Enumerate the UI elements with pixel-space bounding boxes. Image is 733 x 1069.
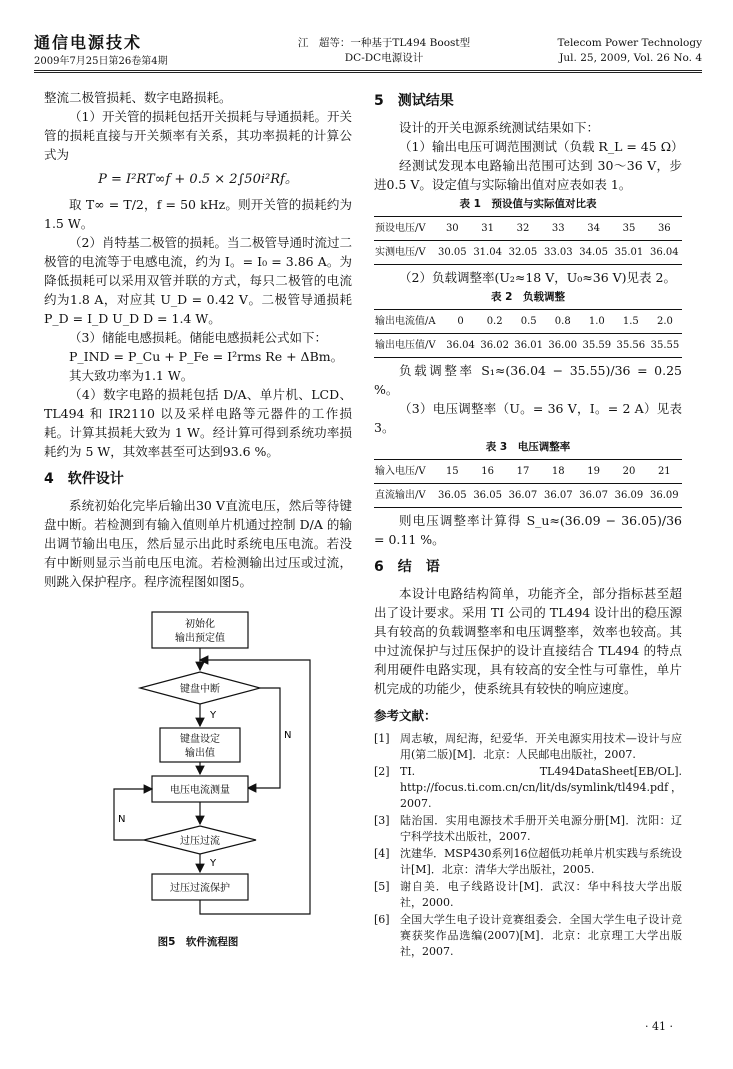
table-cell: 34.05 <box>576 241 611 265</box>
paragraph: 设计的开关电源系统测试结果如下： <box>399 120 600 135</box>
table-cell: 18 <box>541 460 576 484</box>
paragraph: （4）数字电路的损耗包括 D/A、单片机、LCD、TL494 和 IR2110 以及采样电路等元器件的工作损耗。计算其损耗大致为 1 W。经计算可得到系统功率损耗约为 5 W，其效率甚至可达到93.6 %。 <box>44 387 352 459</box>
paragraph: （2）肖特基二极管的损耗。当二极管导通时流过二极管的电流等于电感电流，约为 I。= I₀ = 3.86 A。为降低损耗可以采用双管并联的方式，每只二极管的电流约为1.8 A，对应其 U_D = 0.42 V。二极管导通损耗 P_D = I_D U_D D = 1.4 W。 <box>44 235 352 326</box>
table-cell: 36.05 <box>470 484 505 508</box>
table-row <box>374 241 682 265</box>
table-cell: 36.09 <box>647 484 682 508</box>
header-article-info <box>284 36 484 66</box>
table-2-caption: 表 2 负载调整 <box>491 291 565 303</box>
reference-item: [6] 全国大学生电子设计竞赛组委会．全国大学生电子设计竞赛获奖作品选编(2007)[M]．北京：北京理工大学出版社，2007. <box>374 913 682 958</box>
figure-caption: 图5 软件流程图 <box>157 936 239 948</box>
table-1 <box>374 216 682 265</box>
table-cell: 直流输出/V <box>374 484 435 508</box>
paragraph: （2）负载调整率(U₂≈18 V，U₀≈36 V)见表 2。 <box>399 270 676 285</box>
section-heading-4: 4 软件设计 <box>44 471 124 487</box>
right-column <box>374 88 682 961</box>
table-cell: 36.07 <box>505 484 540 508</box>
flow-no-label-2: N <box>118 814 126 825</box>
paragraph: 系统初始化完毕后输出30 V直流电压，然后等待键盘中断。若检测到有输入值则单片机通过控制 D/A 的输出调节输出电压，然后显示出此时系统电压电流。若没有中断则显示当前电压电流。若检测输出过压或过流，则跳入保护程序。程序流程图如图5。 <box>44 498 352 589</box>
header-english <box>558 36 702 66</box>
header-rule <box>34 70 702 71</box>
issue-info: 2009年7月25日第26卷第4期 <box>34 56 168 67</box>
table-cell: 1.5 <box>614 310 648 334</box>
table-cell: 0.8 <box>546 310 580 334</box>
table-cell: 36.09 <box>611 484 646 508</box>
table-cell: 31.04 <box>470 241 505 265</box>
flow-ovoc-text: 过压过流 <box>180 836 220 847</box>
section-heading-6: 6 结 语 <box>374 559 440 575</box>
flow-kb-set-text-2: 输出值 <box>185 748 215 759</box>
flow-init-text-2: 输出预定值 <box>175 633 225 644</box>
flow-init-text-1: 初始化 <box>185 619 215 630</box>
paragraph: 本设计电路结构简单，功能齐全，部分指标甚至超出了设计要求。采用 TI 公司的 TL494 设计出的稳压源具有较高的负载调整率和电压调整率，效率也较高。其中过流保护与过压保护的设计直接结合 TL494 的特点利用硬件电路实现，具有较高的安全性与可靠性，单片机完成的功能少，使系统具有较快的响应速度。 <box>374 586 682 696</box>
table-cell: 35.56 <box>614 334 648 358</box>
table-cell: 31 <box>470 217 505 241</box>
table-cell: 20 <box>611 460 646 484</box>
table-cell: 32 <box>505 217 540 241</box>
flow-yes-label: Y <box>210 710 217 721</box>
table-3 <box>374 459 682 508</box>
left-column <box>44 88 352 591</box>
table-row <box>374 334 682 358</box>
paragraph: 整流二极管损耗、数字电路损耗。 <box>44 90 232 105</box>
table-cell: 输入电压/V <box>374 460 435 484</box>
flow-kb-set-text-1: 键盘设定 <box>180 734 220 745</box>
table-row <box>374 217 682 241</box>
reference-item: [1] 周志敏，周纪海，纪爱华．开关电源实用技术—设计与应用(第二版)[M]．北京：人民邮电出版社，2007. <box>374 732 682 761</box>
formula-inductor-loss: P_IND = P_Cu + P_Fe = I²rms Re + ΔBm。 <box>69 349 344 364</box>
table-cell: 1.0 <box>580 310 614 334</box>
flow-measure-text: 电压电流测量 <box>170 785 230 796</box>
table-row <box>374 310 682 334</box>
references-title: 参考文献： <box>374 708 437 723</box>
table-1-caption: 表 1 预设值与实际值对比表 <box>459 198 597 210</box>
table-cell: 输出电压值/V <box>374 334 444 358</box>
table-cell: 16 <box>470 460 505 484</box>
table-cell: 36.05 <box>435 484 470 508</box>
page-number: · 41 · <box>645 1020 673 1033</box>
table-cell: 0.5 <box>512 310 546 334</box>
reference-item: [4] 沈建华．MSP430系列16位超低功耗单片机实践与系统设计[M]．北京：清华大学出版社，2005. <box>374 847 682 876</box>
table-cell: 36 <box>647 217 682 241</box>
section-heading-5: 5 测试结果 <box>374 93 454 109</box>
paragraph: 其大致功率为1.1 W。 <box>69 368 194 383</box>
header-title-line1: 一种基于TL494 Boost型 <box>350 37 471 49</box>
table-cell: 33 <box>541 217 576 241</box>
table-cell: 30 <box>435 217 470 241</box>
header-rule-2 <box>34 72 702 73</box>
table-cell: 36.07 <box>541 484 576 508</box>
reference-item: [3] 陆治国．实用电源技术手册开关电源分册[M]．沈阳：辽宁科学技术出版社，2007. <box>374 814 682 843</box>
table-cell: 33.03 <box>541 241 576 265</box>
paragraph: （3）储能电感损耗。储能电感损耗公式如下： <box>69 330 327 345</box>
table-cell: 35 <box>611 217 646 241</box>
table-cell: 36.01 <box>512 334 546 358</box>
flow-yes-label-2: Y <box>210 858 217 869</box>
table-cell: 输出电流值/A <box>374 310 444 334</box>
reference-item: [5] 谢自美．电子线路设计[M]．武汉：华中科技大学出版社，2000. <box>374 880 682 909</box>
table-cell: 32.05 <box>505 241 540 265</box>
header-title-line2: DC-DC电源设计 <box>344 52 424 64</box>
flow-no-label: N <box>284 730 292 741</box>
paragraph: （1）开关管的损耗包括开关损耗与导通损耗。开关管的损耗直接与开关频率有关系，其功率损耗的计算公式为 <box>44 109 352 162</box>
table-cell: 35.01 <box>611 241 646 265</box>
table-cell: 21 <box>647 460 682 484</box>
table-cell: 30.05 <box>435 241 470 265</box>
table-row <box>374 484 682 508</box>
table-cell: 预设电压/V <box>374 217 435 241</box>
table-cell: 0 <box>444 310 478 334</box>
table-cell: 36.04 <box>647 241 682 265</box>
paragraph: （3）电压调整率（U。= 36 V，I。= 2 A）见表 3。 <box>374 401 682 435</box>
flow-kb-interrupt-text: 键盘中断 <box>180 684 220 695</box>
table-cell: 36.07 <box>576 484 611 508</box>
paragraph: 则电压调整率计算得 S_u≈(36.09 − 36.05)/36 = 0.11 %。 <box>374 513 682 547</box>
paragraph: （1）输出电压可调范围测试（负载 R_L = 45 Ω） <box>399 139 684 154</box>
table-cell: 0.2 <box>478 310 512 334</box>
journal-name: 通信电源技术 <box>34 33 143 52</box>
table-3-caption: 表 3 电压调整率 <box>485 441 571 453</box>
table-cell: 2.0 <box>648 310 682 334</box>
en-journal: Telecom Power Technology <box>557 37 702 49</box>
en-issue: Jul. 25, 2009, Vol. 26 No. 4 <box>559 52 702 64</box>
references-list <box>374 731 682 960</box>
table-cell: 17 <box>505 460 540 484</box>
flow-protect-text: 过压过流保护 <box>170 883 230 894</box>
table-row <box>374 460 682 484</box>
table-cell: 36.02 <box>478 334 512 358</box>
paragraph: 经测试发现本电路输出范围可达到 30～36 V，步进0.5 V。设定值与实际输出值对应表如表 1。 <box>374 158 682 192</box>
table-cell: 实测电压/V <box>374 241 435 265</box>
table-cell: 36.00 <box>546 334 580 358</box>
table-cell: 19 <box>576 460 611 484</box>
table-cell: 35.59 <box>580 334 614 358</box>
header-authors: 江 超等： <box>297 37 351 49</box>
table-2 <box>374 309 682 358</box>
running-header <box>34 30 702 70</box>
paragraph: 负载调整率 S₁≈(36.04 − 35.55)/36 = 0.25 %。 <box>374 363 682 397</box>
table-cell: 36.04 <box>444 334 478 358</box>
reference-item: [2] TI. TL494DataSheet[EB/OL]. http://focus.ti.com.cn/cn/lit/ds/symlink/tl494.pdf，2007. <box>374 765 682 810</box>
table-cell: 35.55 <box>648 334 682 358</box>
formula-switch-loss: P = I²RT∞f + 0.5 × 2∫50i²Rf。 <box>98 172 298 187</box>
software-flowchart <box>110 610 340 930</box>
table-cell: 34 <box>576 217 611 241</box>
paragraph: 取 T∞ = T/2，f = 50 kHz。则开关管的损耗约为 1.5 W。 <box>44 197 352 231</box>
table-cell: 15 <box>435 460 470 484</box>
